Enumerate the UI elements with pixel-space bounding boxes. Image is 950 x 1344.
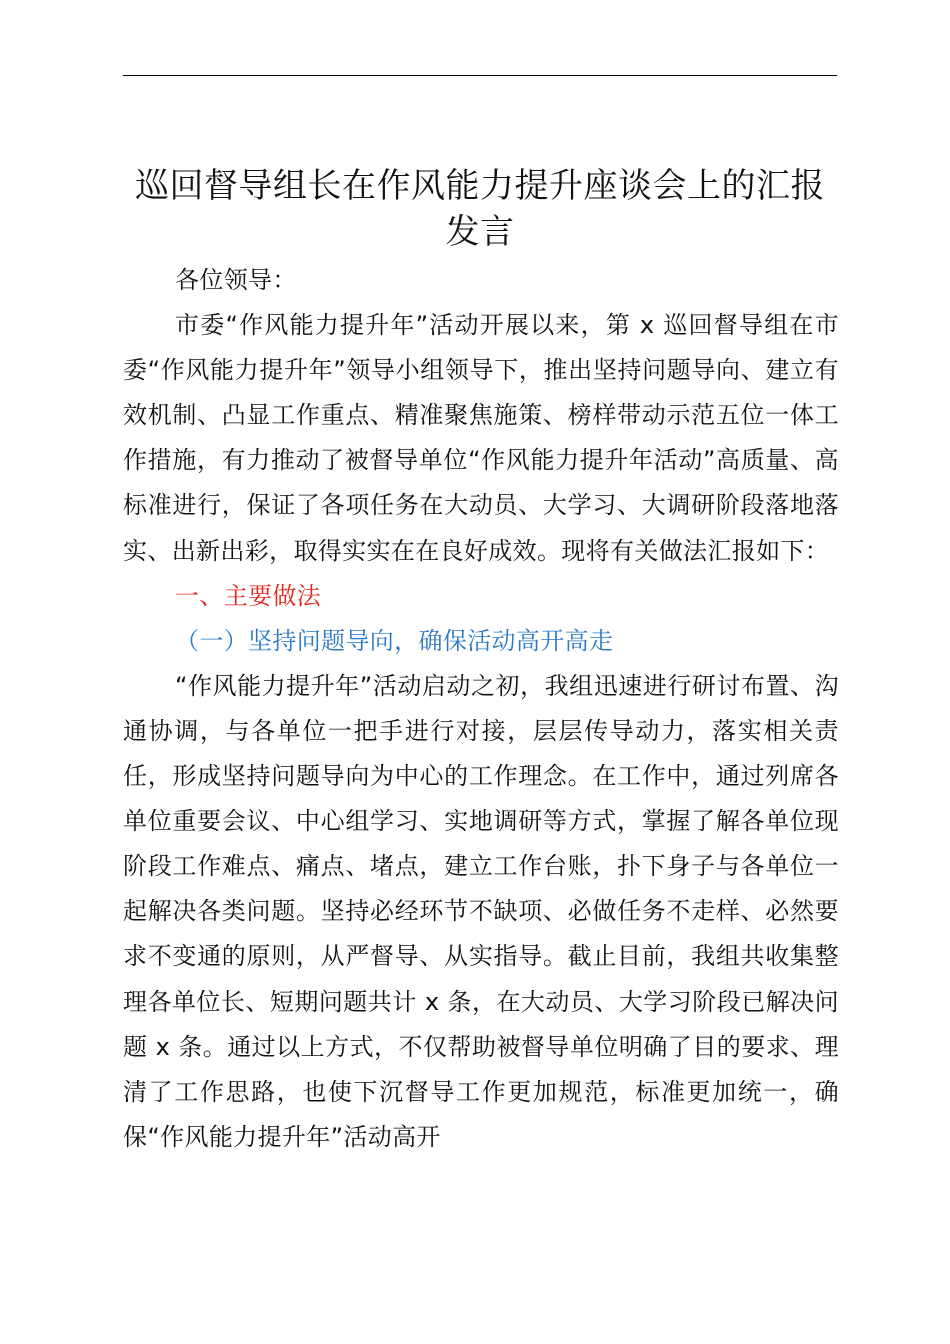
section-heading: 一、主要做法 <box>175 581 322 610</box>
intro-paragraph: 市委“作风能力提升年”活动开展以来，第 x 巡回督导组在市委“作风能力提升年”领导小组领导下，推出坚持问题导向、建立有效机制、凸显工作重点、精准聚焦施策、榜样带动示范五位一体工作措施，有力推动了被督导单位“作风能力提升年活动”高质量、高标准进行，保证了各项任务在大动员、大学习、大调研阶段落地落实、出新出彩，取得实实在在良好成效。现将有关做法汇报如下： <box>123 311 839 565</box>
header-rule <box>123 75 837 76</box>
document-body <box>123 258 839 1160</box>
salutation: 各位领导： <box>175 266 297 294</box>
title-line-1: 巡回督导组长在作风能力提升座谈会上的汇报 <box>135 165 825 206</box>
title-line-2: 发言 <box>445 211 515 252</box>
body-paragraph: “作风能力提升年”活动启动之初，我组迅速进行研讨布置、沟通协调，与各单位一把手进行对接，层层传导动力，落实相关责任，形成坚持问题导向为中心的工作理念。在工作中，通过列席各单位重要会议、中心组学习、实地调研等方式，掌握了解各单位现阶段工作难点、痛点、堵点，建立工作台账，扑下身子与各单位一起解决各类问题。坚持必经环节不缺项、必做任务不走样、必然要求不变通的原则，从严督导、从实指导。截止目前，我组共收集整理各单位长、短期问题共计 x 条，在大动员、大学习阶段已解决问题 x 条。通过以上方式，不仅帮助被督导单位明确了目的要求、理清了工作思路，也使下沉督导工作更加规范，标准更加统一，确保“作风能力提升年”活动高开 <box>123 671 839 1151</box>
document-title <box>112 163 848 255</box>
subsection-heading: （一）坚持问题导向，确保活动高开高走 <box>175 626 614 655</box>
